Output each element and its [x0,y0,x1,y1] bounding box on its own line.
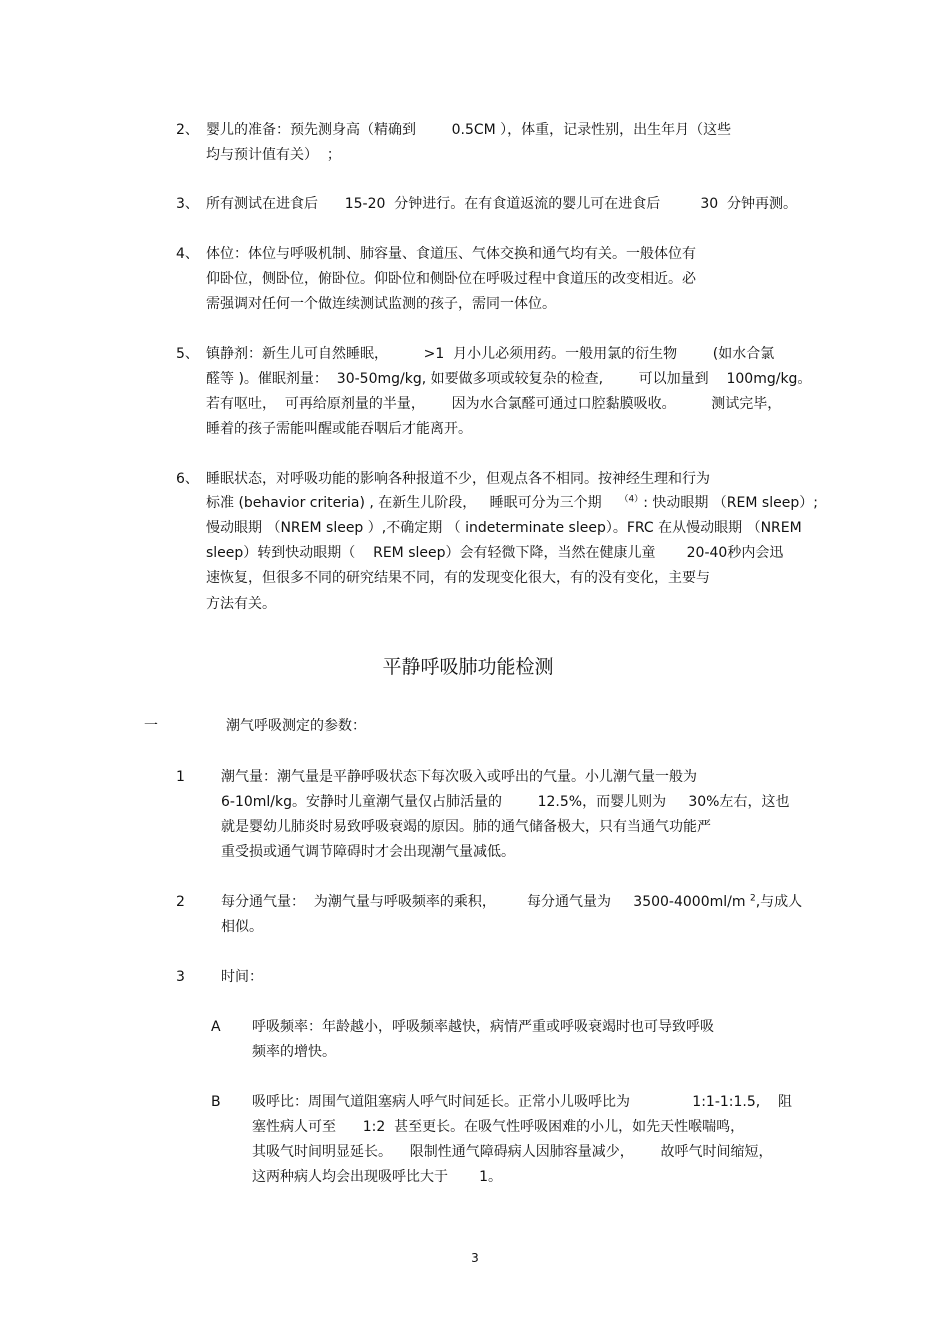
text-line: 其吸气时间明显延长。 限制性通气障碍病人因肺容量减少， 故呼气时间缩短， [252,1144,773,1160]
text-line: 这两种病人均会出现吸呼比大于 1。 [252,1169,503,1185]
text-line: 睡眠状态，对呼吸功能的影响各种报道不少，但观点各不相同。按神经生理和行为 [206,471,710,487]
text-line [206,494,818,512]
text-line: 重受损或通气调节障碍时才会出现潮气量减低。 [221,844,515,860]
unit-superscript: 2 [749,893,756,904]
text-line: 时间： [221,969,263,985]
text-line: 慢动眼期 （NREM sleep ）,不确定期 （ indeterminate sleep）。FRC 在从慢动眼期 （NREM [206,520,802,536]
text-line: 婴儿的准备：预先测身高（精确到 0.5CM ），体重，记录性别，出生年月（这些 [206,122,732,138]
section-heading: 潮气呼吸测定的参数： [226,718,366,734]
text-line: 需强调对任何一个做连续测试监测的孩子，需同一体位。 [206,296,556,312]
text-fragment: 标准 (behavior criteria) , 在新生儿阶段， 睡眠可分为三个期 [206,495,620,511]
text-line: 所有测试在进食后 15-20 分钟进行。在有食道返流的婴儿可在进食后 30 分钟再测。 [206,196,798,212]
text-line: 仰卧位，侧卧位，俯卧位。仰卧位和侧卧位在呼吸过程中食道压的改变相近。必 [206,271,696,287]
text-line: 6-10ml/kg。安静时儿童潮气量仅占肺活量的 12.5%，而婴儿则为 30%左右，这也 [221,794,790,810]
page-number: 3 [471,1251,479,1265]
item-number: 2、 [176,122,199,138]
item-number: 5、 [176,346,199,362]
item-number: 3、 [176,196,199,212]
text-line: 相似。 [221,919,263,935]
text-line: 若有呕吐， 可再给原剂量的半量， 因为水合氯醛可通过口腔黏膜吸收。 测试完毕， [206,396,782,412]
text-line: 镇静剂：新生儿可自然睡眠， >1 月小儿必须用药。一般用氯的衍生物 (如水合氯 [206,346,775,362]
section-number: 一 [144,718,158,734]
text-line: 醛等 )。催眠剂量： 30-50mg/kg, 如要做多项或较复杂的检查, 可以加量到 100mg/kg。 [206,371,812,387]
item-number: 4、 [176,246,199,262]
text-line: 睡着的孩子需能叫醒或能吞咽后才能离开。 [206,421,472,437]
param-number: 1 [176,769,185,785]
text-line: 就是婴幼儿肺炎时易致呼吸衰竭的原因。肺的通气储备极大，只有当通气功能严 [221,819,711,835]
text-line [221,893,802,911]
page-title: 平静呼吸肺功能检测 [382,656,554,678]
subparam-letter: B [211,1094,221,1110]
text-line: 吸呼比：周围气道阻塞病人呼气时间延长。正常小儿吸呼比为 1:1-1:1.5, 阻 [252,1094,793,1110]
item-number: 6、 [176,471,199,487]
text-fragment: : 快动眼期 （REM sleep）; [643,495,818,511]
reference-superscript: （4） [619,494,644,505]
text-line: 呼吸频率：年龄越小，呼吸频率越快，病情严重或呼吸衰竭时也可导致呼吸 [252,1019,714,1035]
text-line: 速恢复，但很多不同的研究结果不同，有的发现变化很大，有的没有变化，主要与 [206,570,710,586]
text-fragment: 每分通气量： 为潮气量与呼吸频率的乘积， 每分通气量为 3500-4000ml/m [221,894,750,910]
text-line: 方法有关。 [206,596,276,612]
text-line: 均与预计值有关） ； [206,147,341,163]
text-line: 体位：体位与呼吸机制、肺容量、食道压、气体交换和通气均有关。一般体位有 [206,246,696,262]
text-line: 塞性病人可至 1:2 甚至更长。在吸气性呼吸困难的小儿，如先天性喉喘鸣， [252,1119,745,1135]
param-number: 2 [176,894,185,910]
param-number: 3 [176,969,185,985]
text-fragment: ,与成人 [755,894,803,910]
text-line: 频率的增快。 [252,1044,336,1060]
subparam-letter: A [211,1019,221,1035]
text-line: 潮气量：潮气量是平静呼吸状态下每次吸入或呼出的气量。小儿潮气量一般为 [221,769,697,785]
text-line: sleep）转到快动眼期（ REM sleep）会有轻微下降，当然在健康儿童 20-40秒内会迅 [206,545,784,561]
